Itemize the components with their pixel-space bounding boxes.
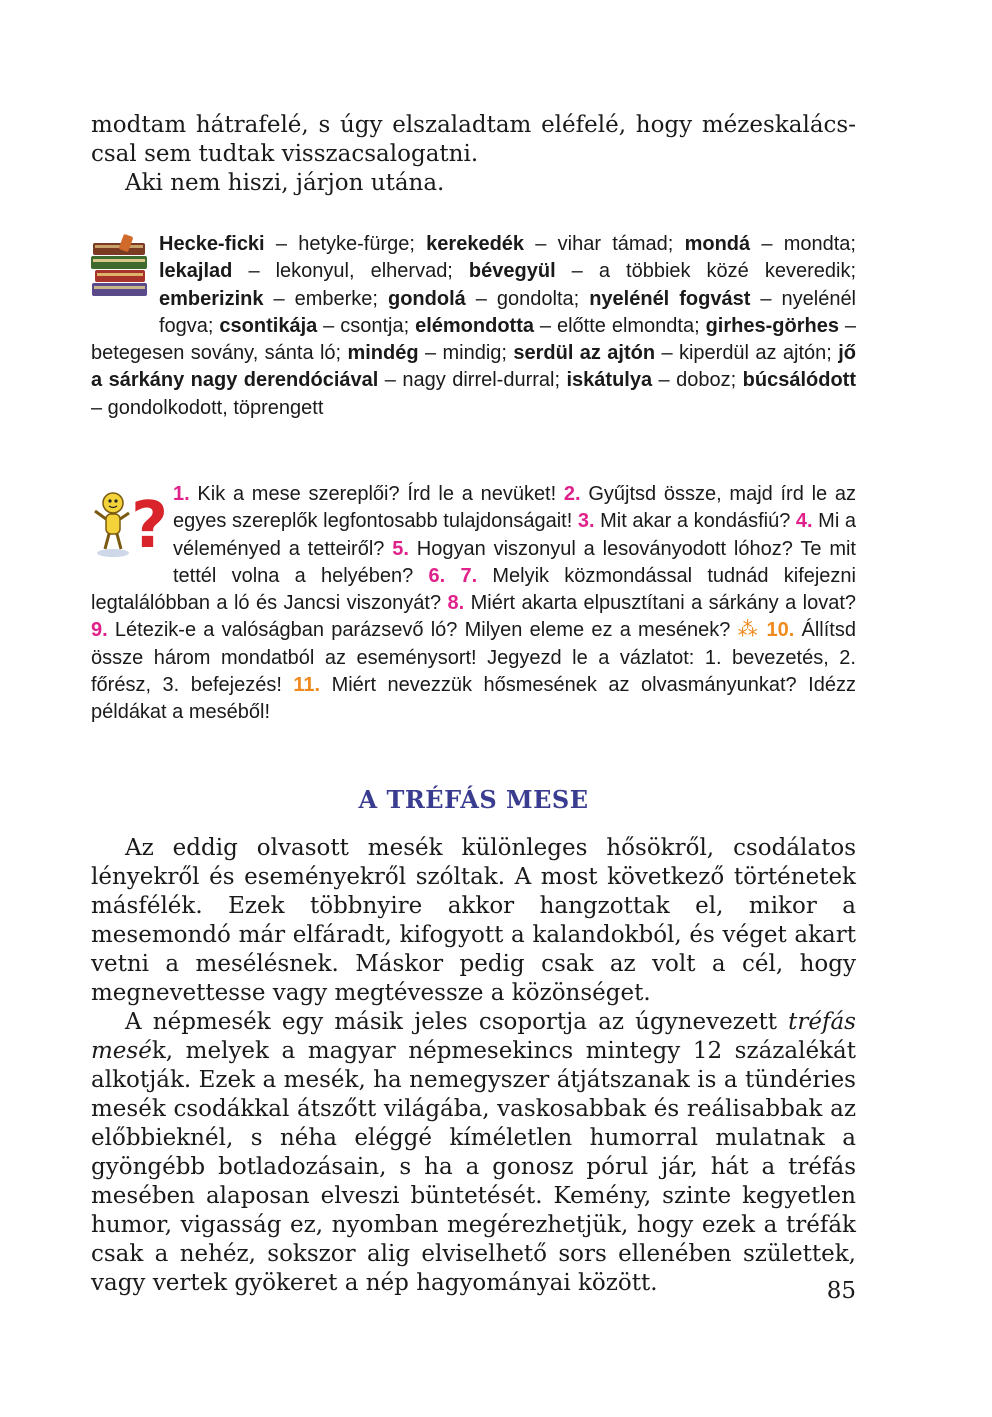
question-text: Hogyan viszonyul a lesoványodott lóhoz? Te mit tettél volna a helyében? — [173, 537, 856, 587]
glossary-definition: – vihar támad; — [524, 233, 685, 255]
glossary-definition: – gondolkodott, töprengett — [91, 396, 324, 419]
glossary-definition: – lekonyul, elhervad; — [232, 260, 469, 283]
body-text-span: A népmesék egy másik jeles csoportja az úgynevezett — [125, 1009, 789, 1035]
glossary-text — [91, 233, 856, 419]
question-number: 1. — [173, 483, 190, 505]
glossary-term: nyelénél fogvást — [589, 287, 751, 310]
svg-text:?: ? — [131, 489, 169, 563]
question-text: Állítsd össze három mondatból az eseménysort! Jegyezd le a vázlatot: 1. bevezetés, 2. főrész, 3. befejezés! — [91, 619, 856, 697]
question-number: 5. — [392, 537, 409, 560]
questions-box — [91, 481, 856, 727]
glossary-definition: – mindig; — [418, 342, 514, 365]
glossary-definition: – nyelénél fogva; — [159, 287, 857, 337]
glossary-term: mondá — [684, 233, 751, 255]
glossary-box — [91, 231, 856, 422]
glossary-definition: – betegesen sovány, sánta ló; — [91, 314, 857, 365]
question-number: 7. — [460, 564, 478, 587]
question-number: 9. — [91, 619, 108, 642]
glossary-term: jő a sárkány nagy derendóciával — [91, 342, 857, 392]
question-text: Létezik-e a valóságban parázsevő ló? Milyen eleme ez a mesének? — [107, 619, 738, 642]
question-number: 6. — [428, 564, 446, 587]
glossary-definition: – kiperdül az ajtón; — [655, 342, 839, 365]
glossary-term: iskátulya — [566, 369, 653, 392]
glossary-definition: – doboz; — [652, 369, 743, 392]
glossary-term: bévegyül — [468, 260, 556, 283]
glossary-term: kerekedék — [426, 233, 525, 255]
glossary-term: gondolá — [388, 287, 466, 310]
glossary-term: emberizink — [159, 287, 264, 310]
intro-text — [91, 111, 856, 198]
glossary-term: lekajlad — [159, 260, 233, 283]
questions-text — [91, 483, 856, 723]
question-text: Mi a véleményed a tetteiről? — [173, 510, 856, 560]
glossary-definition: – a többiek közé keveredik; — [555, 260, 857, 283]
section-body — [91, 834, 856, 1298]
body-text-span: k, melyek a magyar népmesekincs mintegy 12 százalékát alkotják. Ezek a mesék, ha nemegyszer átjátszanak is a tündéries mesék csodákkal átszőtt világába, vaskosabbak és reálisabbak az előbbieknél, s néha eléggé kíméletlen humorral mulatnak a gyöngébb botladozásain, s ha a gonosz pórul jár, hát a tréfás mesében alaposan elveszi büntetését. Kemény, szinte kegyetlen humor, vigasság ez, nyomban megérezhetjük, hogy ezek a tréfák csak a nehéz, sokszor alig elviselhető sors ellenében születtek, vagy vertek gyökeret a nép hagyományai között. — [91, 1038, 856, 1296]
question-text: Kik a mese szereplői? Írd le a nevüket! — [189, 483, 564, 505]
glossary-term: búcsálódott — [742, 369, 857, 392]
question-text: Gyűjtsd össze, majd írd le az egyes szereplők legfontosabb tulajdonságait! — [173, 483, 857, 533]
intro-paragraph-2: Aki nem hiszi, járjon utána. — [125, 170, 445, 196]
glossary-term: csontikája — [219, 314, 318, 337]
question-text: Miért akarta elpusztítani a sárkány a lovat? — [464, 592, 856, 615]
body-paragraph-2 — [91, 1008, 856, 1298]
question-text — [445, 565, 460, 587]
glossary-term: Hecke-ficki — [159, 233, 265, 255]
body-paragraph-1: Az eddig olvasott mesék különleges hősökről, csodálatos lényekről és eseményekről szóltak. A most következő történetek másfélék. Ezek többnyire akkor hangzottak el, mikor a mesemondó már elfáradt, kifogyott a kalandokból, és véget akart vetni a mesélésnek. Máskor pedig csak az volt a cél, hogy megnevettesse vagy megtévessze a közönséget. — [91, 835, 856, 1006]
glossary-term: serdül az ajtón — [513, 342, 656, 365]
italic-term: tréfás mesé — [91, 1009, 856, 1064]
glossary-definition: – hetyke-fürge; — [264, 233, 427, 255]
question-figure-icon — [91, 481, 173, 563]
question-text: Mit akar a kondásfiú? — [594, 510, 796, 533]
question-number: 2. — [563, 483, 581, 505]
glossary-term: elémondotta — [415, 314, 534, 337]
glossary-definition: – gondolta; — [465, 287, 590, 310]
question-number: 4. — [795, 510, 813, 533]
glossary-definition: – emberke; — [263, 287, 388, 310]
glossary-definition: – mondta; — [750, 233, 856, 255]
question-number: 3. — [577, 510, 595, 533]
glossary-definition: – nagy dirrel-durral; — [378, 369, 567, 392]
books-icon — [91, 233, 159, 315]
glossary-term: mindég — [347, 342, 419, 365]
section-heading: A TRÉFÁS MESE — [358, 785, 589, 814]
question-text: Miért nevezzük hősmesének az olvasmányunkat? Idézz példákat a meséből! — [91, 674, 856, 724]
glossary-term: girhes-görhes — [705, 314, 839, 337]
question-number-optional: 10. — [766, 619, 795, 642]
question-number-optional: 11. — [293, 674, 321, 697]
question-text: Melyik közmondással tudnád kifejezni legtalálóbban a ló és Jancsi viszonyát? — [91, 564, 857, 615]
page-number: 85 — [826, 1278, 856, 1304]
glossary-definition: – előtte elmondta; — [534, 314, 706, 337]
star-icon: ⁂ — [737, 619, 767, 642]
question-number: 8. — [447, 592, 465, 615]
intro-paragraph-1: modtam hátrafelé, s úgy elszaladtam eléfelé, hogy mézeskalács-csal sem tudtak visszacsalogatni. — [91, 112, 856, 167]
glossary-definition: – csontja; — [317, 314, 416, 337]
